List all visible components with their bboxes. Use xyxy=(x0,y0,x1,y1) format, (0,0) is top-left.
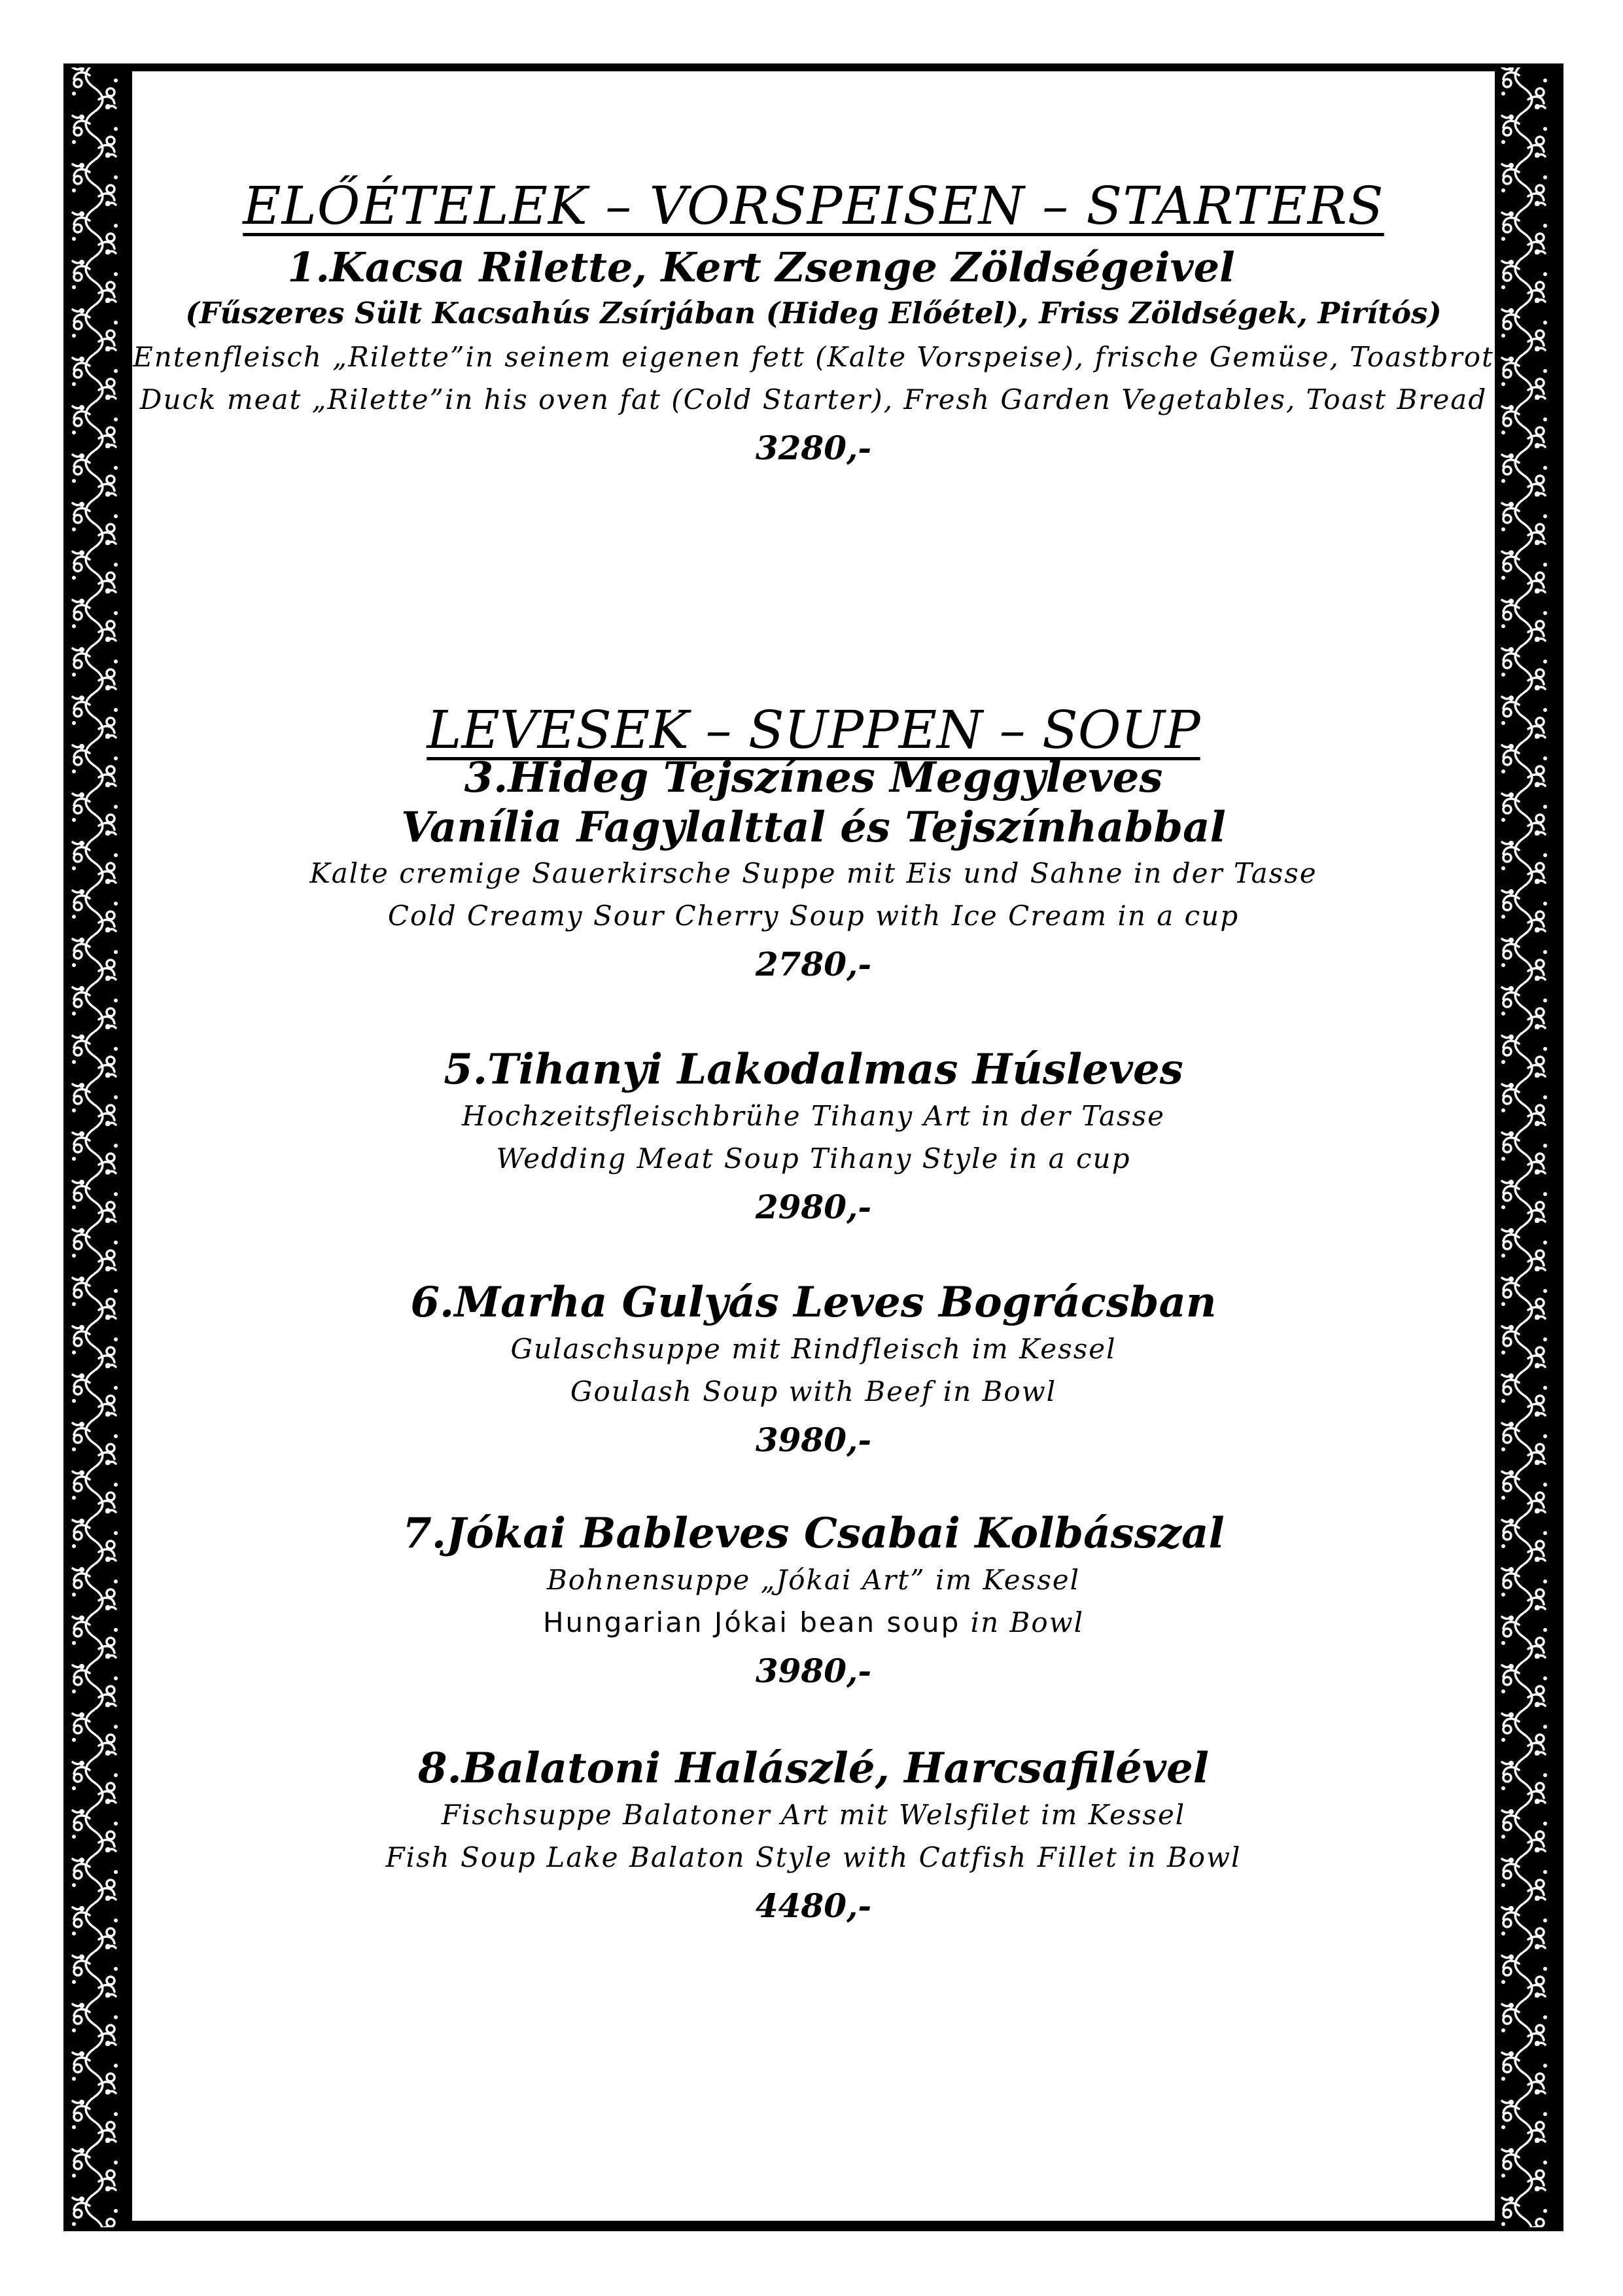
item-desc-en-plain: Hungarian Jókai bean soup xyxy=(542,1606,961,1638)
item-desc-de: Fischsuppe Balatoner Art mit Welsfilet im Kessel xyxy=(441,1798,1186,1831)
item-desc-en-italic: in Bowl xyxy=(970,1606,1085,1638)
item-desc-en: Fish Soup Lake Balaton Style with Catfish Fillet in Bowl xyxy=(385,1841,1242,1873)
item-name: 1.Kacsa Rilette, Kert Zsenge Zöldségeivel xyxy=(287,243,1235,291)
item-subtitle: (Fűszeres Sült Kacsahús Zsírjában (Hideg Előétel), Friss Zöldségek, Pirítós) xyxy=(185,296,1442,331)
item-desc-de: Entenfleisch „Rilette”in seinem eigenen fett (Kalte Vorspeise), frische Gemüse, Toastbrot xyxy=(133,340,1494,373)
item-desc-en xyxy=(132,1601,1495,1644)
item-price: 2780,- xyxy=(755,945,872,984)
soups-heading: LEVESEK – SUPPEN – SOUP xyxy=(427,699,1200,760)
item-price: 3280,- xyxy=(755,428,872,467)
item-price: 2980,- xyxy=(755,1187,872,1226)
menu-item-7 xyxy=(132,1509,1495,1695)
starters-heading: ELŐÉTELEK – VORSPEISEN – STARTERS xyxy=(243,175,1384,236)
menu-item-1 xyxy=(132,243,1495,472)
item-name: 8.Balatoni Halászlé, Harcsafilével xyxy=(417,1744,1210,1793)
item-desc-en: Goulash Soup with Beef in Bowl xyxy=(570,1375,1057,1407)
item-desc-en: Wedding Meat Soup Tihany Style in a cup xyxy=(496,1142,1131,1174)
menu-page-frame xyxy=(63,63,1563,2231)
item-name: 5.Tihanyi Lakodalmas Húsleves xyxy=(444,1045,1183,1094)
menu-item-3 xyxy=(132,753,1495,989)
item-desc-en: Duck meat „Rilette”in his oven fat (Cold Starter), Fresh Garden Vegetables, Toast Bread xyxy=(139,383,1488,415)
item-desc-de: Kalte cremige Sauerkirsche Suppe mit Eis und Sahne in der Tasse xyxy=(309,857,1318,890)
item-desc-en: Cold Creamy Sour Cherry Soup with Ice Cream in a cup xyxy=(387,900,1240,932)
item-price: 3980,- xyxy=(755,1651,872,1690)
item-desc-de: Bohnensuppe „Jókai Art” im Kessel xyxy=(546,1563,1081,1596)
menu-item-8 xyxy=(132,1744,1495,1930)
menu-item-6 xyxy=(132,1278,1495,1464)
item-desc-de: Gulaschsuppe mit Rindfleisch im Kessel xyxy=(510,1332,1117,1365)
item-price: 4480,- xyxy=(755,1886,872,1925)
menu-page xyxy=(132,71,1495,2221)
item-name: 6.Marha Gulyás Leves Bográcsban xyxy=(410,1278,1217,1327)
item-name-line2: Vanília Fagylalttal és Tejszínhabbal xyxy=(401,802,1226,852)
item-name-line1: 3.Hideg Tejszínes Meggyleves xyxy=(464,753,1163,802)
menu-item-5 xyxy=(132,1045,1495,1231)
item-desc-de: Hochzeitsfleischbrühe Tihany Art in der Tasse xyxy=(461,1099,1166,1132)
item-name: 7.Jókai Bableves Csabai Kolbásszal xyxy=(402,1509,1225,1558)
item-price: 3980,- xyxy=(755,1420,872,1459)
